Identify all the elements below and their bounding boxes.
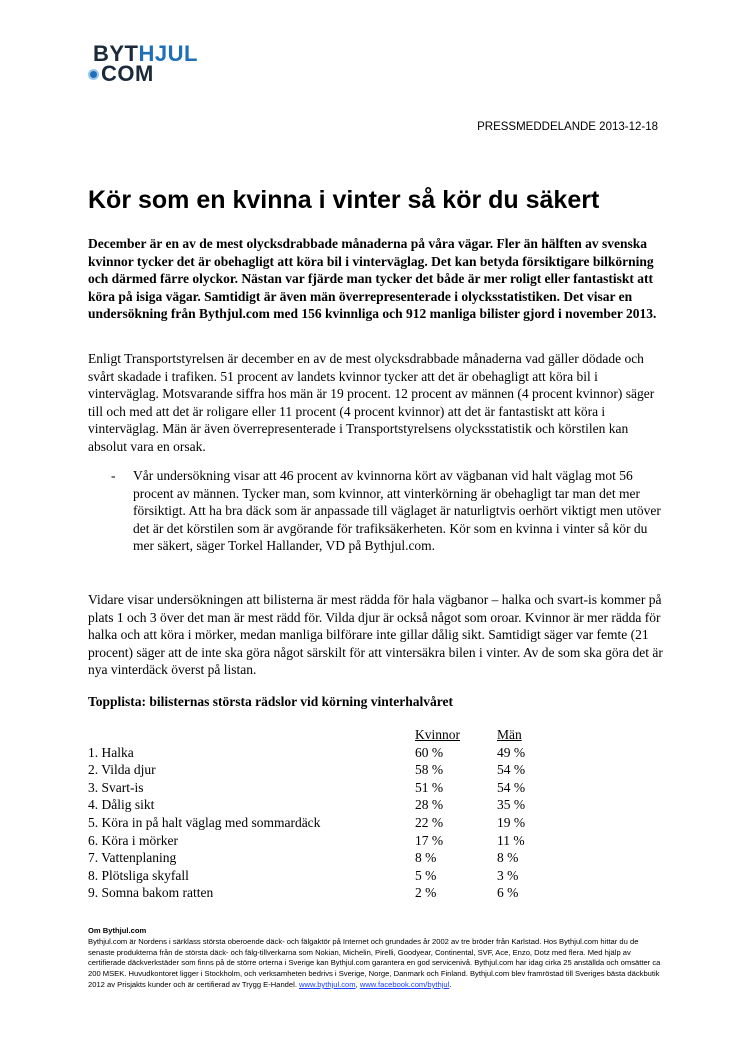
women-value: 51 %	[415, 779, 444, 795]
row-label: 3. Svart-is	[88, 779, 144, 795]
women-value: 5 %	[415, 867, 437, 883]
table-row	[88, 761, 557, 779]
row-label: 5. Köra in på halt väglag med sommardäck	[88, 814, 321, 830]
column-header-men: Män	[497, 727, 522, 742]
quote-bullet	[111, 467, 663, 555]
women-value: 2 %	[415, 885, 437, 901]
table-row	[88, 744, 557, 762]
table-row	[88, 779, 557, 797]
women-value: 22 %	[415, 814, 444, 830]
column-header-women: Kvinnor	[415, 727, 460, 742]
women-value: 28 %	[415, 797, 444, 813]
topplista-heading: Topplista: bilisternas största rädslor vid körning vinterhalvåret	[88, 694, 454, 709]
men-value: 49 %	[497, 744, 526, 760]
bullet-dash: -	[111, 468, 116, 483]
logo-dot-icon	[88, 69, 99, 80]
row-label: 6. Köra i mörker	[88, 832, 178, 848]
logo-line-2: COM	[88, 64, 198, 84]
table-row	[88, 832, 557, 850]
about-end: .	[449, 979, 452, 989]
table-row	[88, 884, 557, 902]
men-value: 8 %	[497, 850, 519, 866]
men-value: 3 %	[497, 867, 519, 883]
lead-paragraph: December är en av de mest olycksdrabbade månaderna på våra vägar. Fler än hälften av svenska kvinnor tycker det är obehagligt att köra bil i vinterväglag. Det kan betyda försiktigare bilkörning och därmed färre olyckor. Nästan var fjärde man tycker det både är mer roligt eller fantastiskt att köra på isiga vägar. Samtidigt är även män överrepresenterade i olycksstatistiken. Det visar en undersökning från Bythjul.com med 156 kvinnliga och 912 manliga bilister gjord i november 2013.	[88, 236, 657, 322]
row-label: 9. Somna bakom ratten	[88, 885, 214, 901]
row-label: 4. Dålig sikt	[88, 797, 155, 813]
about-section	[88, 926, 662, 991]
table-row	[88, 849, 557, 867]
press-release-date: PRESSMEDDELANDE 2013-12-18	[477, 121, 658, 133]
logo-line-1: BYTHJUL	[93, 41, 198, 66]
women-value: 8 %	[415, 850, 437, 866]
row-label: 2. Vilda djur	[88, 762, 156, 778]
women-value: 58 %	[415, 762, 444, 778]
page-title: Kör som en kvinna i vinter så kör du säkert	[88, 186, 600, 214]
table-row	[88, 814, 557, 832]
women-value: 60 %	[415, 744, 444, 760]
table-row	[88, 796, 557, 814]
bythjul-logo	[88, 41, 198, 86]
website-link[interactable]: www.bythjul.com	[299, 979, 356, 989]
about-title: Om Bythjul.com	[88, 926, 147, 935]
facebook-link[interactable]: www.facebook.com/bythjul	[359, 979, 450, 989]
men-value: 54 %	[497, 762, 526, 778]
body-paragraph-1: Enligt Transportstyrelsen är december en av de mest olycksdrabbade månaderna vad gäller dödade och svårt skadade i trafiken. 51 procent av landets kvinnor tycker att det är obehagligt att köra bil i vinterväglag. Motsvarande siffra hos män är 19 procent. 12 procent av männen (4 procent kvinnor) säger till och med att det är roligare eller 11 procent (4 procent kvinnor) att det är fantastiskt att köra i vinterväglag. Män är även överrepresenterade i Transportstyrelsens olycksstatistik och körstilen kan absolut vara en orsak.	[88, 351, 655, 454]
row-label: 8. Plötsliga skyfall	[88, 867, 189, 883]
quote-text: Vår undersökning visar att 46 procent av kvinnorna kört av vägbanan vid halt väglag mot 56 procent av männen. Tycker man, som kvinnor, att vinterkörning är obehagligt tar man det mer försiktigt. Att ha bra däck som är anpassade till väglaget är naturligtvis oerhört viktigt men utöver det är det körstilen som är avgörande för trafiksäkerheten. Kör som en kvinna i vinter så kör du mer säkert, säger Torkel Hallander, VD på Bythjul.com.	[133, 468, 661, 554]
table-row	[88, 867, 557, 885]
men-value: 54 %	[497, 779, 526, 795]
table-header-empty	[88, 726, 415, 744]
row-label: 1. Halka	[88, 744, 134, 760]
fears-table	[88, 726, 557, 902]
body-paragraph-2: Vidare visar undersökningen att bilisterna är mest rädda för hala vägbanor – halka och svart-is kommer på plats 1 och 3 över det man är mest rädd för. Vilda djur är också något som oroar. Kvinnor är mer rädda för halka och att köra i mörker, medan manliga bilförare inte gillar dålig sikt. Samtidigt säger var femte (21 procent) säger att de inte ska göra något särskilt för att vintersäkra bilen i vinter. Av de som ska göra det är nya vinterdäck överst på listan.	[88, 592, 663, 678]
men-value: 11 %	[497, 832, 525, 848]
link-separator: ,	[355, 979, 360, 989]
men-value: 35 %	[497, 797, 526, 813]
men-value: 6 %	[497, 885, 519, 901]
women-value: 17 %	[415, 832, 444, 848]
table-header-row	[88, 726, 557, 744]
row-label: 7. Vattenplaning	[88, 850, 177, 866]
men-value: 19 %	[497, 814, 526, 830]
about-text: Bythjul.com är Nordens i särklass största oberoende däck- och fälgaktör på Internet och grundades år 2002 av tre bröder från Karlstad. Hos Bythjul.com hittar du de senaste produkterna från de största däck- och fälg-tillverkarna som Nokian, Michelin, Pirelli, Goodyear, Continental, SVF, Ace, Enzo, Dotz med flera. Med hjälp av certifierade däckverkstäder som finns på de större orterna i Sverige kan Bythjul.com garantera en god servicenivå. Bythjul.com har idag cirka 25 anställda och omsätter ca 200 MSEK. Huvudkontoret ligger i Stockholm, och verksamheten bedrivs i Sverige, Norge, Danmark och Finland. Bythjul.com blev framröstad till Sveriges bästa däckbutik 2012 av Prisjakts kunder och är certifierad av Trygg E-Handel.	[88, 936, 661, 989]
